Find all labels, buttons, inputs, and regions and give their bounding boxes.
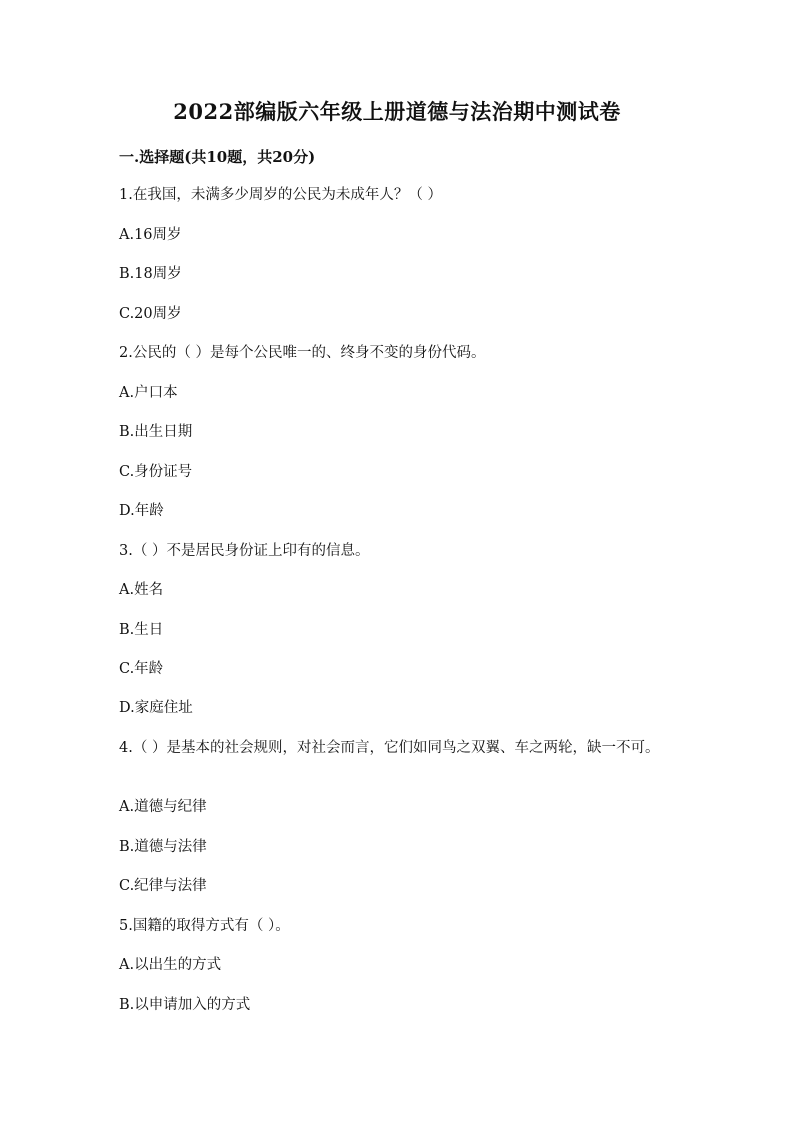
- option-4a: A.道德与纪律: [119, 799, 207, 815]
- option-3c: C.年龄: [119, 661, 164, 677]
- question-1: 1.在我国，未满多少周岁的公民为未成年人？（ ）: [119, 187, 442, 203]
- option-2d: D.年龄: [119, 503, 164, 519]
- option-4c: C.纪律与法律: [119, 878, 207, 894]
- option-1a: A.16周岁: [119, 227, 182, 243]
- option-1b: B.18周岁: [119, 266, 182, 282]
- question-3: 3.（ ）不是居民身份证上印有的信息。: [119, 543, 370, 559]
- option-5b: B.以申请加入的方式: [119, 997, 251, 1013]
- option-3a: A.姓名: [119, 582, 164, 598]
- option-5a: A.以出生的方式: [119, 957, 222, 973]
- option-2a: A.户口本: [119, 385, 178, 401]
- option-3b: B.生日: [119, 622, 164, 638]
- option-2c: C.身份证号: [119, 464, 193, 480]
- question-4: 4.（ ）是基本的社会规则，对社会而言，它们如同鸟之双翼、车之两轮，缺一不可。: [119, 740, 660, 756]
- option-3d: D.家庭住址: [119, 700, 193, 716]
- question-5: 5.国籍的取得方式有（ ）。: [119, 918, 290, 934]
- option-2b: B.出生日期: [119, 424, 193, 440]
- question-2: 2.公民的（ ）是每个公民唯一的、终身不变的身份代码。: [119, 345, 486, 361]
- option-4b: B.道德与法律: [119, 839, 207, 855]
- page-title: 2022部编版六年级上册道德与法治期中测试卷: [173, 99, 621, 124]
- option-1c: C.20周岁: [119, 306, 182, 322]
- section-heading: 一.选择题(共10题，共20分): [119, 148, 316, 166]
